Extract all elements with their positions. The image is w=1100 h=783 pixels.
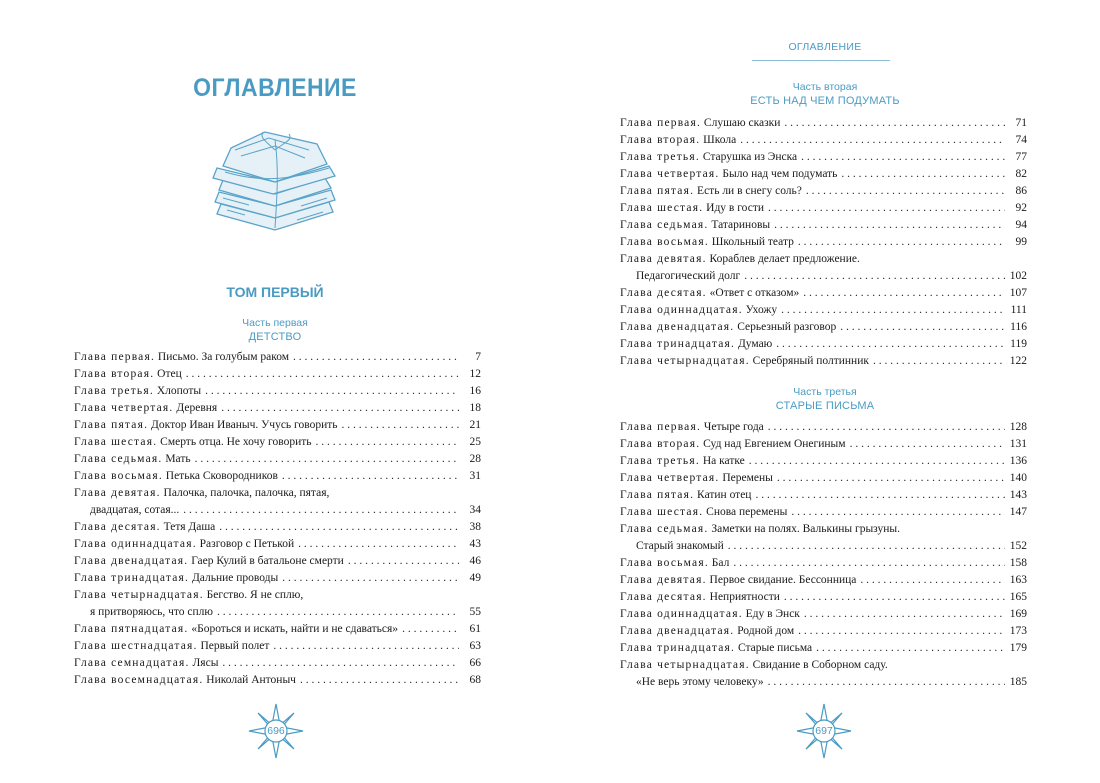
chapter-title: «Ответ с отказом» [709,287,800,299]
toc-entry [620,183,1027,200]
chapter-number: Глава вторая. [620,438,701,450]
page-ref: 28 [469,453,481,465]
page-ref: 7 [475,351,481,363]
chapter-number: Глава вторая. [620,134,701,146]
toc-entry [74,587,481,621]
toc-entry [74,536,481,553]
chapter-number: Глава шестая. [74,436,158,448]
chapter-title: Серьезный разговор [737,321,837,333]
page-ref: 152 [1009,540,1027,552]
dot-leader [840,319,1005,336]
chapter-title-continued: двадцатая, сотая... [90,504,180,516]
part-label: Часть третья [793,386,857,398]
toc-entry [620,640,1027,657]
chapter-title: На катке [702,455,745,467]
chapter-title: Свидание в Соборном саду. [752,659,888,671]
dot-leader [798,623,1005,640]
letters-bundle-illustration [205,128,345,238]
chapter-title: «Бороться и искать, найти и не сдаваться» [191,623,399,635]
dot-leader [183,502,459,519]
dot-leader [749,453,1005,470]
page-ref: 18 [469,402,481,414]
chapter-title: Бегство. Я не сплю, [206,589,304,601]
toc-entry [74,621,481,638]
toc-entry [620,521,1027,555]
page-number-badge [796,703,852,759]
page-ref: 119 [1010,338,1027,350]
chapter-title: Лясы [192,657,219,669]
chapter-title: Заметки на полях. Валькины грызуны. [711,523,900,535]
page-ref: 136 [1009,455,1027,467]
toc-entry [620,436,1027,453]
dot-leader [222,655,459,672]
toc-entry [620,623,1027,640]
chapter-number: Глава двенадцатая. [620,321,735,333]
dot-leader [841,166,1005,183]
toc-entry [74,451,481,468]
chapter-title: Николай Антоныч [206,674,296,686]
toc-entry [620,234,1027,251]
chapter-title: Хлопоты [156,385,202,397]
chapter-title: Палочка, палочка, палочка, пятая, [163,487,330,499]
toc-entry [620,555,1027,572]
page-ref: 68 [469,674,481,686]
toc-list-part-2 [620,115,1027,370]
chapter-number: Глава первая. [620,117,702,129]
dot-leader [293,349,459,366]
dot-leader [850,436,1005,453]
chapter-title: Доктор Иван Иваныч. Учусь говорить [151,419,338,431]
toc-entry [74,553,481,570]
page-ref: 169 [1009,608,1027,620]
page-ref: 111 [1010,304,1027,316]
chapter-number: Глава первая. [74,351,156,363]
toc-entry [620,336,1027,353]
dot-leader [768,674,1005,691]
page-ref: 128 [1009,421,1027,433]
chapter-number: Глава десятая. [620,287,707,299]
dot-leader [273,638,459,655]
dot-leader [798,234,1005,251]
dot-leader [777,470,1005,487]
page-ref: 21 [469,419,481,431]
chapter-number: Глава восьмая. [620,236,709,248]
page-ref: 122 [1009,355,1027,367]
chapter-number: Глава шестая. [620,506,704,518]
dot-leader [195,451,459,468]
toc-entry [620,251,1027,285]
page-ref: 66 [469,657,481,669]
chapter-number: Глава одиннадцатая. [74,538,197,550]
volume-title: ТОМ ПЕРВЫЙ [226,284,324,300]
chapter-title-continued: я притворяюсь, что сплю [90,606,213,618]
toc-entry [620,149,1027,166]
page-ref: 147 [1009,506,1027,518]
page-ref: 77 [1015,151,1027,163]
page-ref: 16 [469,385,481,397]
chapter-number: Глава шестая. [620,202,704,214]
part-title: ЕСТЬ НАД ЧЕМ ПОДУМАТЬ [750,95,900,107]
chapter-title: Тетя Даша [163,521,216,533]
chapter-title: Родной дом [737,625,795,637]
chapter-number: Глава четвертая. [620,168,720,180]
dot-leader [806,183,1005,200]
chapter-title: Снова перемены [706,506,788,518]
page-number: 696 [267,725,285,737]
chapter-number: Глава восьмая. [620,557,709,569]
dot-leader [860,572,1005,589]
chapter-title: Ухожу [745,304,778,316]
toc-entry [74,349,481,366]
chapter-title: Школа [703,134,737,146]
toc-entry [74,519,481,536]
toc-entry [620,589,1027,606]
part-title: СТАРЫЕ ПИСЬМА [775,400,875,412]
page-ref: 74 [1015,134,1027,146]
dot-leader [768,200,1005,217]
chapter-number: Глава десятая. [74,521,161,533]
page-ref: 12 [469,368,481,380]
toc-entry [620,419,1027,436]
page-ref: 116 [1010,321,1027,333]
part-heading-2 [550,80,1100,108]
dot-leader [781,302,1005,319]
dot-leader [784,115,1005,132]
chapter-number: Глава пятнадцатая. [74,623,189,635]
toc-entry [74,417,481,434]
chapter-title: Старые письма [737,642,813,654]
chapter-number: Глава четырнадцатая. [620,659,750,671]
part-label: Часть вторая [792,81,858,93]
chapter-title: Смерть отца. Не хочу говорить [160,436,312,448]
toc-entry [620,217,1027,234]
chapter-title: Дальние проводы [191,572,279,584]
chapter-title-continued: Педагогический долг [636,270,741,282]
chapter-title: Разговор с Петькой [199,538,295,550]
dot-leader [348,553,459,570]
right-page [550,0,1100,783]
toc-entry [620,285,1027,302]
page-ref: 92 [1015,202,1027,214]
chapter-number: Глава девятая. [620,253,707,265]
toc-entry [74,485,481,519]
page-ref: 31 [469,470,481,482]
chapter-number: Глава восемнадцатая. [74,674,204,686]
part-heading-1 [0,316,550,344]
dot-leader [219,519,459,536]
page-number-badge [248,703,304,759]
dot-leader [282,468,459,485]
toc-entry [74,383,481,400]
dot-leader [282,570,459,587]
dot-leader [873,353,1005,370]
page-ref: 94 [1015,219,1027,231]
page-ref: 173 [1009,625,1027,637]
dot-leader [205,383,459,400]
chapter-number: Глава третья. [620,455,700,467]
page-ref: 49 [469,572,481,584]
chapter-title: Серебряный полтинник [752,355,869,367]
toc-entry [74,366,481,383]
chapter-title: Суд над Евгением Онегиным [703,438,846,450]
page-ref: 185 [1009,676,1027,688]
dot-leader [803,285,1005,302]
toc-entry [620,132,1027,149]
toc-entry [74,400,481,417]
toc-entry [620,302,1027,319]
dot-leader [298,536,459,553]
page-ref: 82 [1015,168,1027,180]
toc-entry [620,319,1027,336]
toc-entry [74,570,481,587]
chapter-number: Глава четырнадцатая. [620,355,750,367]
chapter-title: Еду в Энск [745,608,800,620]
toc-entry [620,487,1027,504]
chapter-number: Глава пятая. [620,185,695,197]
page-ref: 25 [469,436,481,448]
chapter-number: Глава одиннадцатая. [620,304,743,316]
chapter-title: Бал [711,557,730,569]
chapter-number: Глава шестнадцатая. [74,640,198,652]
dot-leader [728,538,1005,555]
toc-entry [620,353,1027,370]
chapter-title: Иду в гости [706,202,764,214]
page-ref: 55 [469,606,481,618]
page-ref: 165 [1009,591,1027,603]
chapter-title: Деревня [176,402,218,414]
toc-entry [74,434,481,451]
chapter-number: Глава девятая. [620,574,707,586]
dot-leader [804,606,1005,623]
dot-leader [733,555,1005,572]
chapter-title: Было над чем подумать [722,168,838,180]
toc-list-part-3 [620,419,1027,691]
page-ref: 61 [469,623,481,635]
chapter-number: Глава одиннадцатая. [620,608,743,620]
page-number: 697 [815,725,833,737]
chapter-title: Первое свидание. Бессонница [709,574,857,586]
chapter-title: Гаер Кулий в батальоне смерти [191,555,344,567]
chapter-number: Глава тринадцатая. [74,572,190,584]
dot-leader [744,268,1005,285]
toc-entry [620,606,1027,623]
toc-entry [620,200,1027,217]
chapter-number: Глава четырнадцатая. [74,589,204,601]
dot-leader [776,336,1005,353]
page-ref: 102 [1009,270,1027,282]
page-ref: 43 [469,538,481,550]
toc-entry [620,166,1027,183]
chapter-number: Глава пятая. [74,419,149,431]
chapter-number: Глава вторая. [74,368,155,380]
dot-leader [217,604,459,621]
chapter-number: Глава седьмая. [620,523,709,535]
page-ref: 34 [469,504,481,516]
page-ref: 163 [1009,574,1027,586]
toc-entry [620,504,1027,521]
chapter-title-continued: Старый знакомый [636,540,724,552]
running-head: ОГЛАВЛЕНИЕ [788,41,862,53]
chapter-title: Первый полет [200,640,270,652]
chapter-number: Глава тринадцатая. [620,642,736,654]
page-ref: 143 [1009,489,1027,501]
dot-leader [801,149,1005,166]
chapter-title: Кораблев делает предложение. [709,253,860,265]
dot-leader [768,419,1005,436]
chapter-title: Есть ли в снегу соль? [697,185,802,197]
chapter-number: Глава пятая. [620,489,695,501]
chapter-title: Мать [165,453,191,465]
dot-leader [221,400,459,417]
dot-leader [774,217,1005,234]
chapter-number: Глава двенадцатая. [74,555,189,567]
chapter-title: Татариновы [711,219,771,231]
toc-entry [74,655,481,672]
page-ref: 86 [1015,185,1027,197]
page-ref: 99 [1015,236,1027,248]
page-ref: 46 [469,555,481,567]
chapter-title: Петька Сковородников [165,470,278,482]
running-head-rule [752,60,890,61]
chapter-title: Отец [157,368,182,380]
dot-leader [816,640,1005,657]
page-ref: 131 [1009,438,1027,450]
chapter-number: Глава двенадцатая. [620,625,735,637]
page-ref: 107 [1009,287,1027,299]
toc-list-part-1 [74,349,481,689]
chapter-number: Глава первая. [620,421,702,433]
dot-leader [755,487,1005,504]
toc-entry [620,572,1027,589]
chapter-number: Глава третья. [74,385,154,397]
toc-entry [74,638,481,655]
toc-entry [74,672,481,689]
dot-leader [402,621,459,638]
page-ref: 158 [1009,557,1027,569]
chapter-title-continued: «Не верь этому человеку» [636,676,764,688]
toc-entry [620,657,1027,691]
chapter-title: Неприятности [709,591,780,603]
dot-leader [342,417,459,434]
page-ref: 140 [1009,472,1027,484]
chapter-number: Глава четвертая. [620,472,720,484]
dot-leader [186,366,459,383]
page-ref: 179 [1009,642,1027,654]
chapter-number: Глава тринадцатая. [620,338,736,350]
dot-leader [740,132,1005,149]
part-title: ДЕТСТВО [248,331,302,343]
chapter-number: Глава третья. [620,151,700,163]
chapter-number: Глава седьмая. [74,453,163,465]
toc-entry [620,115,1027,132]
chapter-title: Перемены [722,472,773,484]
toc-entry [620,453,1027,470]
chapter-title: Школьный театр [711,236,794,248]
dot-leader [784,589,1005,606]
chapter-title: Старушка из Энска [702,151,798,163]
chapter-title: Думаю [737,338,773,350]
chapter-number: Глава восьмая. [74,470,163,482]
chapter-title: Катин отец [697,489,752,501]
toc-entry [74,468,481,485]
chapter-title: Письмо. За голубым раком [157,351,290,363]
page-ref: 71 [1015,117,1027,129]
page-ref: 38 [469,521,481,533]
toc-entry [620,470,1027,487]
page-ref: 63 [469,640,481,652]
chapter-title: Слушаю сказки [703,117,781,129]
part-heading-3 [550,385,1100,413]
chapter-number: Глава седьмая. [620,219,709,231]
part-label: Часть первая [242,317,308,329]
dot-leader [791,504,1005,521]
chapter-number: Глава девятая. [74,487,161,499]
chapter-number: Глава семнадцатая. [74,657,190,669]
chapter-number: Глава четвертая. [74,402,174,414]
chapter-title: Четыре года [703,421,764,433]
chapter-number: Глава десятая. [620,591,707,603]
dot-leader [300,672,459,689]
dot-leader [316,434,460,451]
page-title: ОГЛАВЛЕНИЕ [193,74,357,102]
